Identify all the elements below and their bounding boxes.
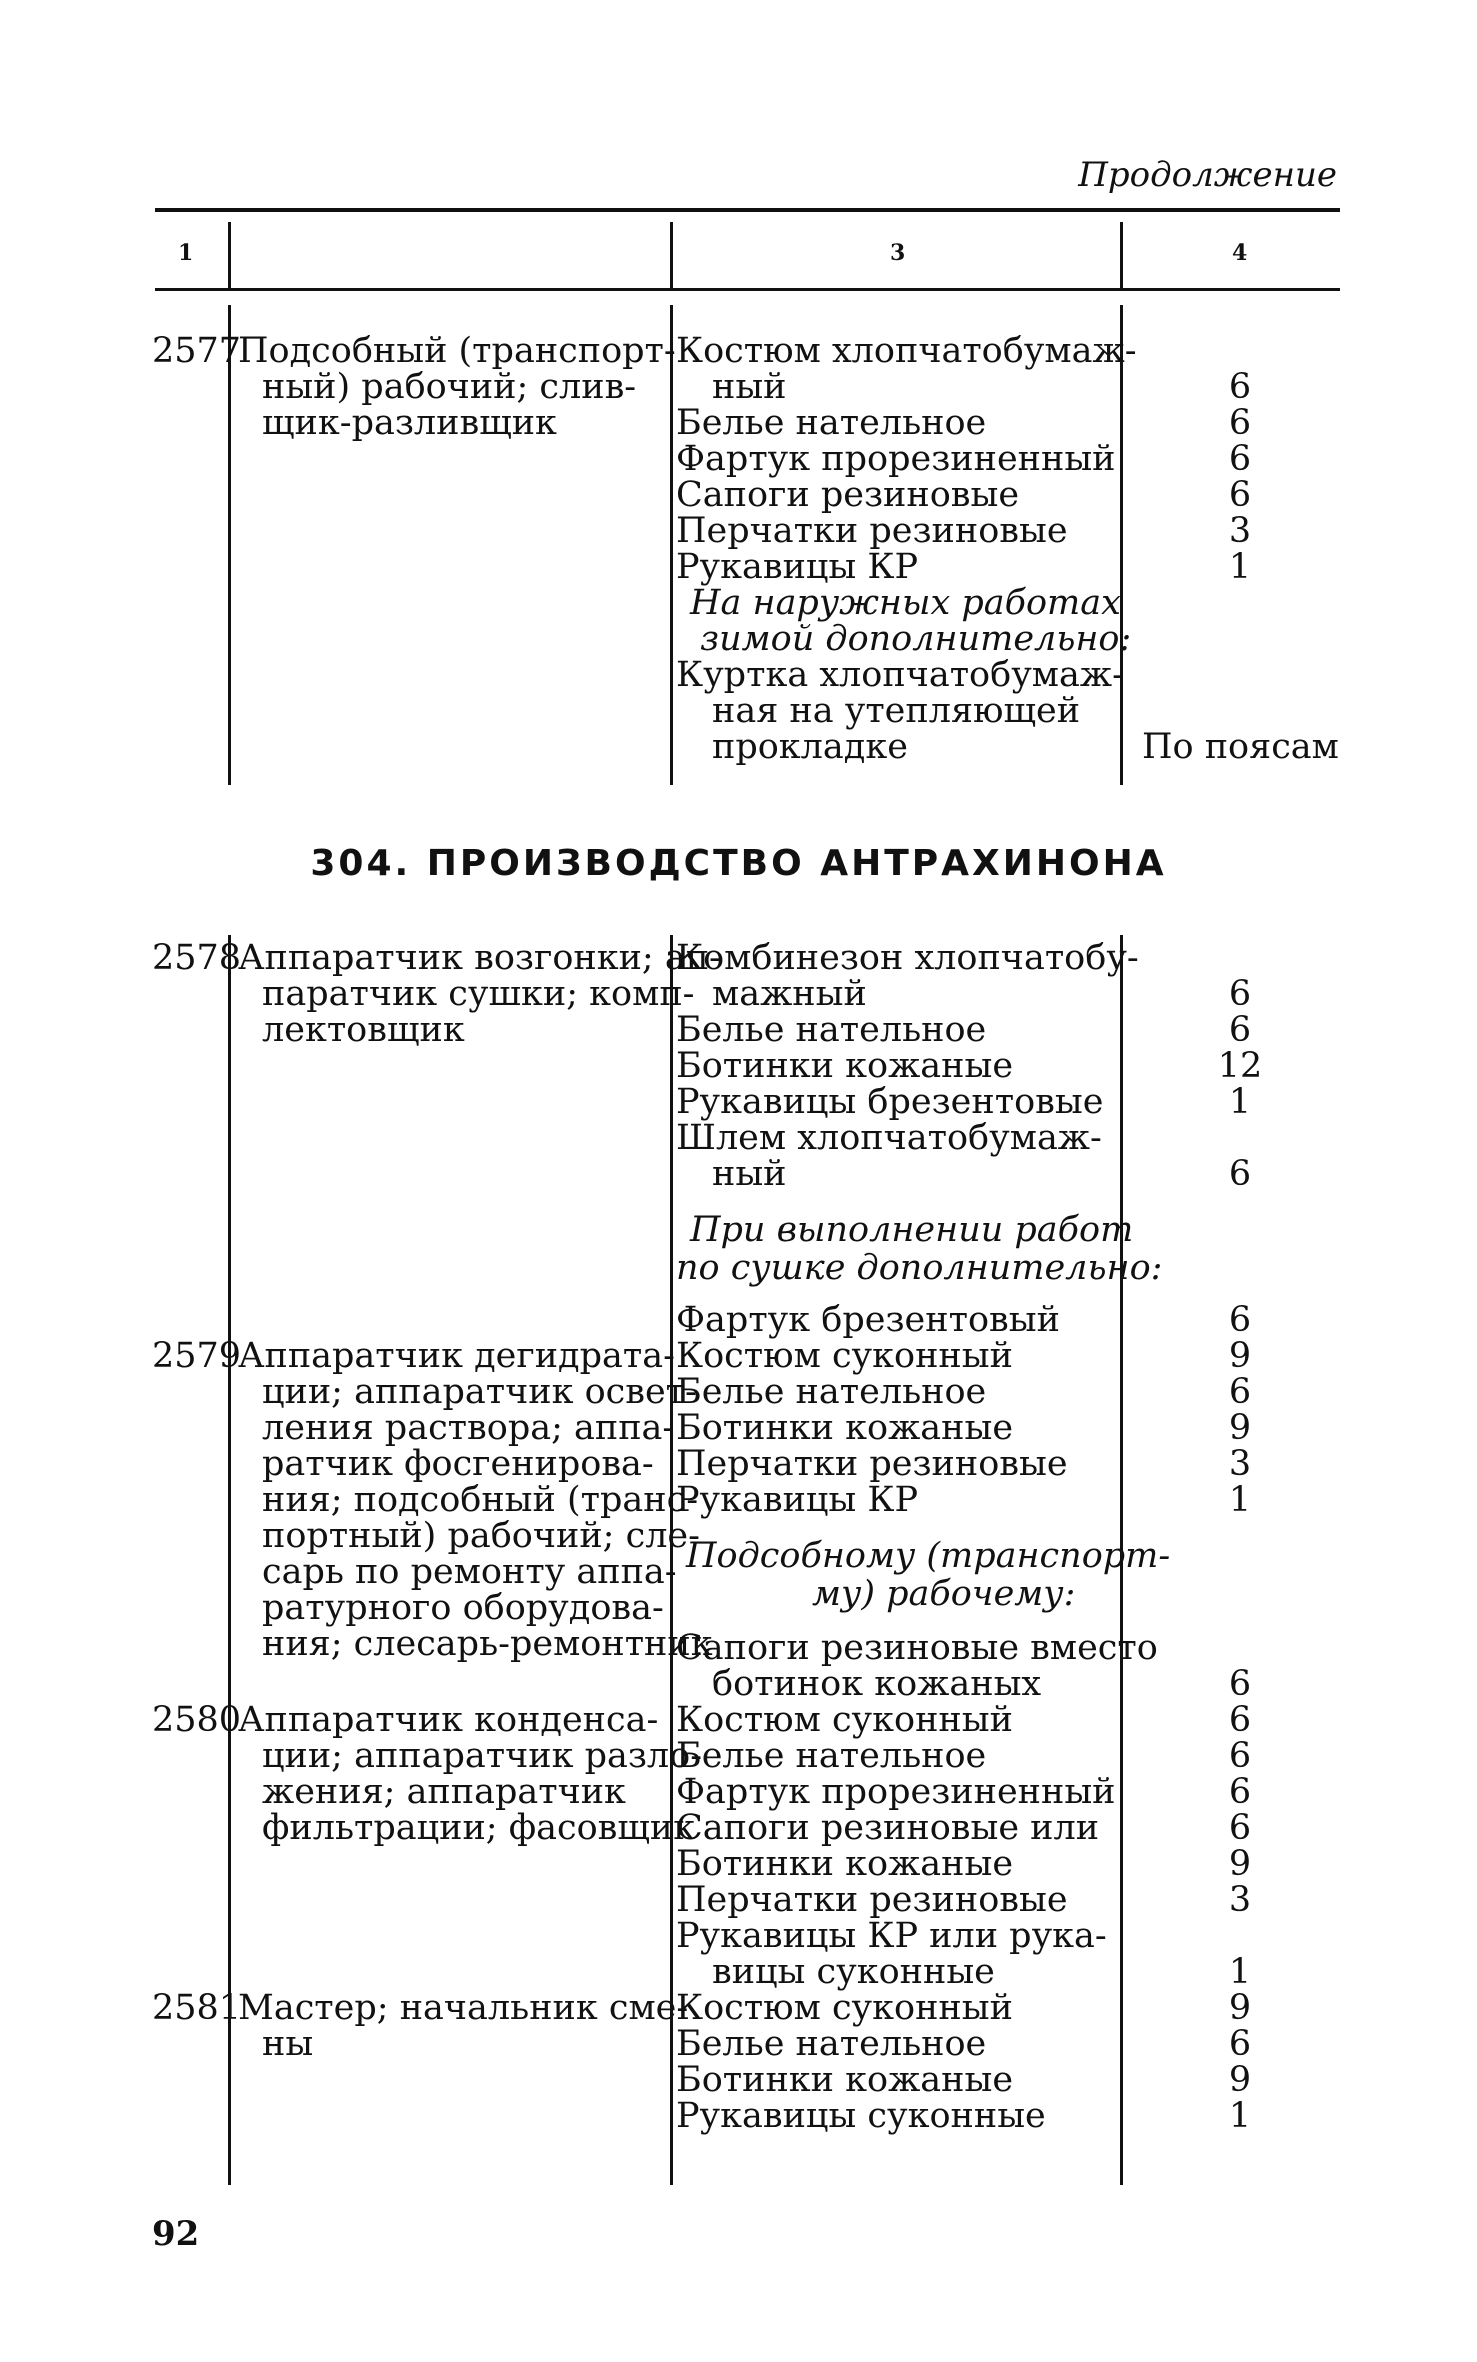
item-quantity: 6 [1228,974,1252,1014]
item-name: ботинок кожаных [712,1664,1042,1704]
item-quantity: 6 [1228,1736,1252,1776]
item-name: Сапоги резиновые вместо [676,1628,1158,1668]
position-line: щик-разливщик [262,403,557,443]
item-name: ная на утепляющей [712,691,1081,731]
continuation-label: Продолжение [1078,155,1337,195]
item-name: Ботинки кожаные [676,1046,1014,1086]
position-line: Мастер; начальник сме- [238,1988,689,2028]
note-line: Подсобному (транспорт- [686,1536,1171,1576]
position-line: ратчик фосгенирова- [262,1444,654,1484]
item-name: Костюм суконный [676,1336,1013,1376]
item-name: Белье нательное [676,1736,987,1776]
item-name: Рукавицы КР [676,1480,919,1520]
item-quantity: 3 [1228,1880,1252,1920]
block1-divider-2 [670,305,673,785]
item-name: Белье нательное [676,2024,987,2064]
item-quantity: 1 [1228,1480,1252,1520]
item-quantity: 9 [1228,2060,1252,2100]
item-name: Сапоги резиновые или [676,1808,1100,1848]
position-line: лектовщик [262,1010,465,1050]
section-title: 304. ПРОИЗВОДСТВО АНТРАХИНОНА [310,843,1167,884]
page-number: 92 [152,2214,200,2254]
item-name: Перчатки резиновые [676,1444,1068,1484]
item-name: Костюм суконный [676,1988,1013,2028]
item-quantity: 6 [1228,1664,1252,1704]
position-line: портный) рабочий; сле- [262,1516,700,1556]
item-quantity: 6 [1228,1300,1252,1340]
header-bottom-rule [155,288,1340,291]
item-name: Белье нательное [676,1372,987,1412]
item-name: Белье нательное [676,1010,987,1050]
item-name: Фартук прорезиненный [676,1772,1116,1812]
item-quantity: 6 [1228,1372,1252,1412]
item-name: Белье нательное [676,403,987,443]
item-name: Куртка хлопчатобумаж- [676,655,1124,695]
item-quantity: 6 [1228,439,1252,479]
column-header-3: 3 [890,240,906,266]
entry-number: 2581 [152,1988,242,2028]
item-quantity: 6 [1228,1010,1252,1050]
column-header-4: 4 [1232,240,1248,266]
header-top-rule [155,208,1340,212]
item-quantity: 6 [1228,1808,1252,1848]
item-quantity: 3 [1228,1444,1252,1484]
note-line: му) рабочему: [812,1574,1076,1614]
entry-number: 2580 [152,1700,242,1740]
entry-number: 2579 [152,1336,242,1376]
note-line: по сушке дополнительно: [676,1248,1163,1288]
entry-number: 2578 [152,938,242,978]
position-line: Подсобный (транспорт- [238,331,676,371]
position-line: ратурного оборудова- [262,1588,664,1628]
position-line: ния; слесарь-ремонтник [262,1624,713,1664]
item-name: Ботинки кожаные [676,1408,1014,1448]
item-name: ный [712,367,787,407]
item-name: прокладке [712,727,908,767]
header-divider-3 [1120,222,1123,288]
item-name: Ботинки кожаные [676,2060,1014,2100]
item-quantity: 1 [1228,1952,1252,1992]
item-name: Ботинки кожаные [676,1844,1014,1884]
item-name: ный [712,1154,787,1194]
position-line: ный) рабочий; слив- [262,367,637,407]
item-quantity: 9 [1228,1408,1252,1448]
note-line: На наружных работах [690,583,1121,623]
position-line: паратчик сушки; комп- [262,974,695,1014]
item-quantity-text: По поясам [1142,727,1339,767]
item-quantity: 6 [1228,2024,1252,2064]
position-line: ции; аппаратчик разло- [262,1736,703,1776]
note-line: При выполнении работ [690,1210,1134,1250]
position-line: ления раствора; аппа- [262,1408,675,1448]
column-header-1: 1 [178,240,194,266]
item-quantity: 1 [1228,1082,1252,1122]
item-quantity: 1 [1228,547,1252,587]
position-line: жения; аппаратчик [262,1772,626,1812]
position-line: ции; аппаратчик освет- [262,1372,697,1412]
position-line: сарь по ремонту аппа- [262,1552,677,1592]
position-line: Аппаратчик конденса- [238,1700,659,1740]
item-quantity: 12 [1217,1046,1263,1086]
item-name: Рукавицы суконные [676,2096,1046,2136]
item-quantity: 9 [1228,1844,1252,1884]
note-line: зимой дополнительно: [700,619,1132,659]
item-name: мажный [712,974,867,1014]
position-line: Аппаратчик дегидрата- [238,1336,675,1376]
item-quantity: 6 [1228,1154,1252,1194]
item-name: Фартук брезентовый [676,1300,1060,1340]
block1-divider-3 [1120,305,1123,785]
item-name: Сапоги резиновые [676,475,1020,515]
item-quantity: 6 [1228,1700,1252,1740]
header-divider-1 [228,222,231,288]
item-quantity: 3 [1228,511,1252,551]
block1-divider-1 [228,305,231,785]
position-line: ны [262,2024,314,2064]
item-name: Рукавицы КР [676,547,919,587]
item-name: Комбинезон хлопчатобу- [676,938,1139,978]
item-name: Рукавицы брезентовые [676,1082,1104,1122]
item-name: Перчатки резиновые [676,1880,1068,1920]
position-line: ния; подсобный (транс- [262,1480,699,1520]
item-quantity: 9 [1228,1988,1252,2028]
item-quantity: 6 [1228,367,1252,407]
position-line: фильтрации; фасовщик [262,1808,696,1848]
item-quantity: 1 [1228,2096,1252,2136]
item-quantity: 6 [1228,1772,1252,1812]
entry-number: 2577 [152,331,242,371]
item-quantity: 6 [1228,403,1252,443]
item-name: Рукавицы КР или рука- [676,1916,1107,1956]
item-name: вицы суконные [712,1952,995,1992]
item-name: Костюм хлопчатобумаж- [676,331,1137,371]
item-name: Костюм суконный [676,1700,1013,1740]
item-quantity: 6 [1228,475,1252,515]
item-quantity: 9 [1228,1336,1252,1376]
position-line: Аппаратчик возгонки; ап- [238,938,721,978]
item-name: Перчатки резиновые [676,511,1068,551]
item-name: Фартук прорезиненный [676,439,1116,479]
item-name: Шлем хлопчатобумаж- [676,1118,1102,1158]
header-divider-2 [670,222,673,288]
